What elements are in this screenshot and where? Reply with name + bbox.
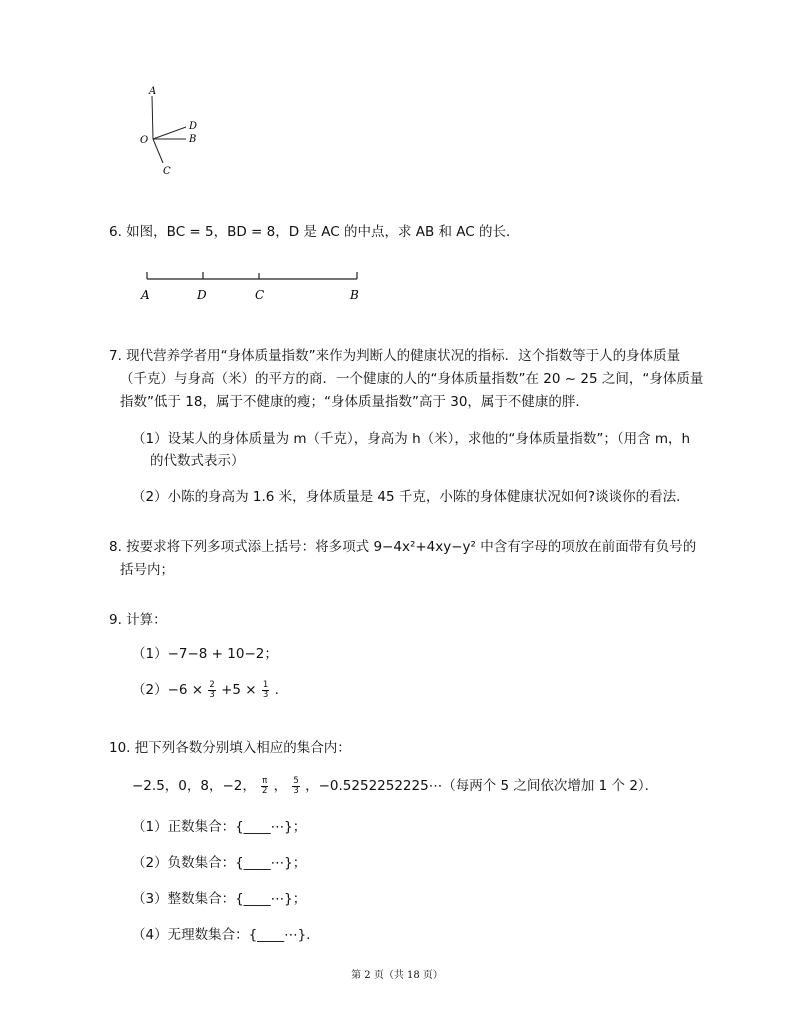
question-9-title: 9. 计算：	[109, 612, 167, 628]
positive-set-line: （1）正数集合：{____⋯}；	[132, 819, 307, 835]
question-7-part-1-line-2: 的代数式表示）	[150, 453, 245, 469]
label-o: O	[140, 135, 149, 146]
ray-oa	[152, 96, 153, 139]
irrational-set-line: （4）无理数集合：{____⋯}．	[132, 927, 320, 943]
numbers-separator: ，	[273, 778, 288, 794]
question-10-title: 10. 把下列各数分别填入相应的集合内：	[109, 740, 351, 756]
question-8-line-1: 8. 按要求将下列多项式添上括号：将多项式 9−4x²+4xy−y² 中含有字母的项放在前面带有负号的	[109, 539, 697, 555]
question-6-text: 6. 如图，BC = 5，BD = 8，D 是 AC 的中点，求 AB 和 AC 的长．	[109, 224, 520, 240]
fraction-pi-over-2: $\frac{\pi}{2}$	[262, 775, 268, 796]
angle-rays-figure	[135, 82, 210, 177]
numbers-prefix: −2.5，0，8，−2，	[132, 778, 256, 794]
negative-set-line: （2）负数集合：{____⋯}；	[132, 855, 307, 871]
integer-set-line: （3）整数集合：{____⋯}；	[132, 891, 307, 907]
question-7-part-2: （2）小陈的身高为 1.6 米，身体质量是 45 千克，小陈的身体健康状况如何?谈谈你的看法．	[132, 489, 690, 505]
page-footer: 第 2 页（共 18 页）	[351, 970, 443, 981]
part-2-middle: +5 ×	[221, 682, 257, 698]
line-segment-figure	[135, 266, 375, 306]
question-7-line-1: 7. 现代营养学者用“身体质量指数”来作为判断人的健康状况的指标．这个指数等于人的身体质量	[109, 348, 681, 364]
point-a-label: A	[141, 288, 150, 302]
label-d: D	[189, 121, 198, 132]
point-b-label: B	[350, 288, 359, 302]
fraction-one-third: $\frac{1}{3}$	[262, 679, 269, 700]
question-9-part-2	[132, 678, 279, 700]
question-9-part-1: （1）−7−8 + 10−2；	[132, 646, 278, 662]
fraction-two-thirds: $\frac{2}{3}$	[209, 679, 215, 700]
point-c-label: C	[255, 288, 265, 302]
question-7-line-2: （千克）与身高（米）的平方的商．一个健康的人的“身体质量指数”在 20 ~ 25 之间，“身体质量	[120, 371, 704, 387]
numbers-suffix: ，−0.5252252225⋯（每两个 5 之间依次增加 1 个 2）．	[305, 778, 659, 794]
label-a: A	[149, 86, 157, 97]
ray-od	[153, 127, 186, 139]
part-2-prefix: （2）−6 ×	[132, 682, 204, 698]
question-7-part-1-line-1: （1）设某人的身体质量为 m（千克），身高为 h（米），求他的“身体质量指数”；（用含 m，h	[132, 431, 691, 447]
label-c: C	[163, 166, 171, 177]
point-d-label: D	[197, 288, 207, 302]
question-10-numbers	[132, 774, 658, 796]
question-8-line-2: 括号内；	[120, 562, 174, 578]
label-b: B	[189, 134, 197, 145]
fraction-five-thirds: $\frac{5}{3}$	[293, 775, 299, 796]
part-2-end: .	[274, 682, 279, 698]
question-7-line-3: 指数”低于 18，属于不健康的瘦；“身体质量指数”高于 30，属于不健康的胖．	[120, 394, 589, 410]
ray-oc	[153, 139, 163, 163]
